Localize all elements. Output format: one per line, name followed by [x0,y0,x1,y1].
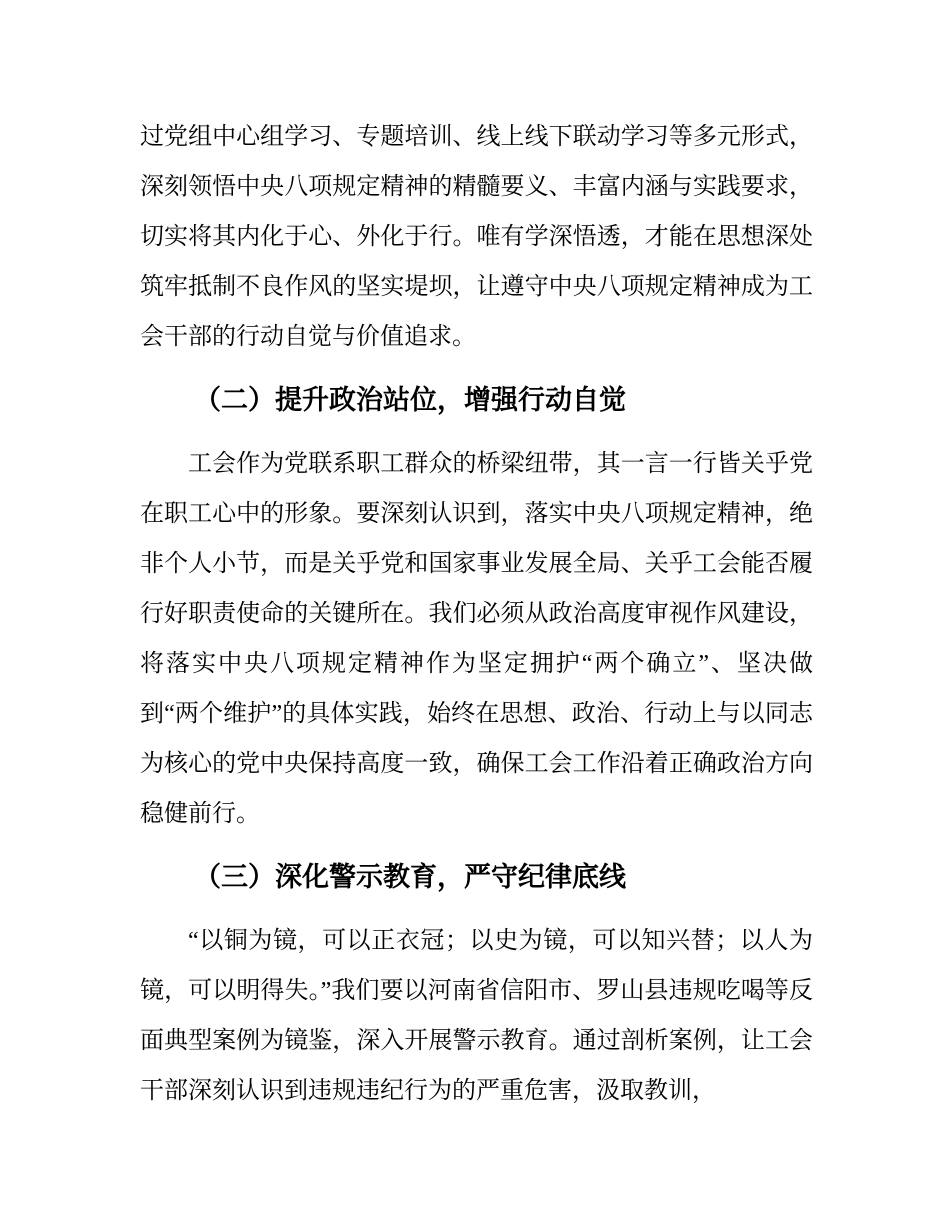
paragraph-continuation: 过党组中心组学习、专题培训、线上线下联动学习等多元形式，深刻领悟中央八项规定精神的精髓要义、丰富内涵与实践要求，切实将其内化于心、外化于行。唯有学深悟透，才能在思想深处筑牢抵制不良作风的坚实堤坝，让遵守中央八项规定精神成为工会干部的行动自觉与价值追求。 [140,124,813,350]
paragraph-section-3: “以铜为镜，可以正衣冠；以史为镜，可以知兴替；以人为镜，可以明得失。”我们要以河南省信阳市、罗山县违规吃喝等反面典型案例为镜鉴，深入开展警示教育。通过剖析案例，让工会干部深刻认识到违规违纪行为的严重危害，汲取教训， [140,928,813,1104]
section-heading-3: （三）深化警示教育，严守纪律底线 [194,862,626,892]
paragraph-section-2: 工会作为党联系职工群众的桥梁纽带，其一言一行皆关乎党在职工心中的形象。要深刻认识到，落实中央八项规定精神，绝非个人小节，而是关乎党和国家事业发展全局、关乎工会能否履行好职责使命的关键所在。我们必须从政治高度审视作风建设，将落实中央八项规定精神作为坚定拥护“两个确立”、坚决做到“两个维护”的具体实践，始终在思想、政治、行动上与以同志为核心的党中央保持高度一致，确保工会工作沿着正确政治方向稳健前行。 [140,451,813,827]
section-heading-2: （二）提升政治站位，增强行动自觉 [194,385,626,415]
